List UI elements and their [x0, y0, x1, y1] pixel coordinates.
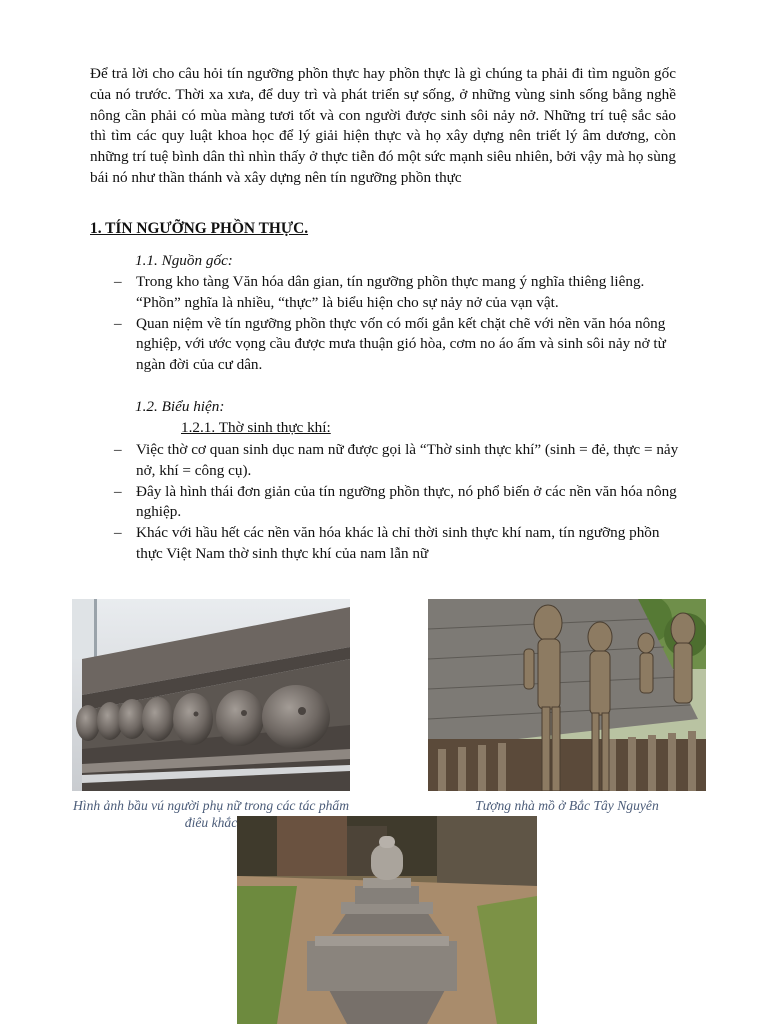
- intro-paragraph: Để trả lời cho câu hỏi tín ngưỡng phồn thực hay phồn thực là gì chúng ta phải đi tìm nguồn gốc của nó trước. Thời xa xưa, để duy trì và phát triển sự sống, ở những vùng sinh sống bằng nghề nông cần phải có mùa màng tươi tốt và con người được sinh sôi nảy nở. Những trí tuệ sắc sảo thì tìm các quy luật khoa học để lý giải hiện thực và họ xây dựng nên triết lý âm dương, còn những trí tuệ bình dân thì nhìn thấy ở thực tiễn đó một sức mạnh siêu nhiên, bởi vậy mà họ sùng bái nó như thần thánh và xây dựng nên tín ngưỡng phồn thực: [90, 65, 676, 186]
- origin-subheading: 1.1. Nguồn gốc:: [135, 252, 233, 269]
- list-item: [114, 272, 680, 314]
- left-photo-caption: Hình ảnh bầu vú người phụ nữ trong các tác phẩm điêu khắc: [72, 798, 350, 830]
- linga-altar-illustration: [237, 816, 537, 1024]
- expression-bullet-list: [114, 440, 680, 565]
- list-item-text: Trong kho tàng Văn hóa dân gian, tín ngưỡng phồn thực mang ý nghĩa thiêng liêng. “Phồn” nghĩa là nhiều, “thực” là biểu hiện cho sự nảy nở của vạn vật.: [136, 273, 645, 311]
- stone-carving-photo: [72, 599, 350, 791]
- bullet-marker: –: [114, 441, 122, 458]
- expression-subheading: 1.2. Biểu hiện:: [135, 398, 225, 415]
- grave-statue-illustration: [428, 599, 706, 791]
- list-item: [114, 314, 680, 376]
- list-item-text: Đây là hình thái đơn giản của tín ngưỡng phồn thực, nó phổ biến ở các nền văn hóa nông nghiệp.: [136, 482, 677, 521]
- list-item: [114, 440, 680, 482]
- origin-bullet-list: [114, 272, 680, 376]
- list-item-text: Việc thờ cơ quan sinh dục nam nữ được gọi là “Thờ sinh thực khí” (sinh = đẻ, thực = nảy nở, khí = công cụ).: [136, 441, 679, 479]
- list-item-text: Quan niệm về tín ngưỡng phồn thực vốn có mối gắn kết chặt chẽ với nền văn hóa nông nghiệp, với ước vọng cầu được mưa thuận gió hòa, cơm no áo ấm và sinh sôi nảy nở từ ngàn đời của cư dân.: [136, 314, 666, 374]
- grave-statue-photo: [428, 599, 706, 791]
- list-item: [114, 482, 680, 524]
- list-item-text: Khác với hầu hết các nền văn hóa khác là chỉ thời sinh thực khí nam, tín ngưỡng phồn thực Việt Nam thờ sinh thực khí của nam lẫn nữ: [136, 524, 660, 562]
- stone-carving-illustration: [72, 599, 350, 791]
- bullet-marker: –: [114, 482, 122, 500]
- bullet-marker: –: [114, 314, 122, 332]
- linga-altar-photo: [237, 816, 537, 1024]
- list-item: [114, 523, 680, 565]
- right-photo-caption: Tượng nhà mồ ở Bắc Tây Nguyên: [475, 798, 659, 813]
- section-heading: 1. TÍN NGƯỠNG PHỒN THỰC.: [90, 220, 309, 237]
- worship-subsubheading: 1.2.1. Thờ sinh thực khí:: [181, 419, 331, 436]
- bullet-marker: –: [114, 273, 122, 290]
- bullet-marker: –: [114, 524, 122, 542]
